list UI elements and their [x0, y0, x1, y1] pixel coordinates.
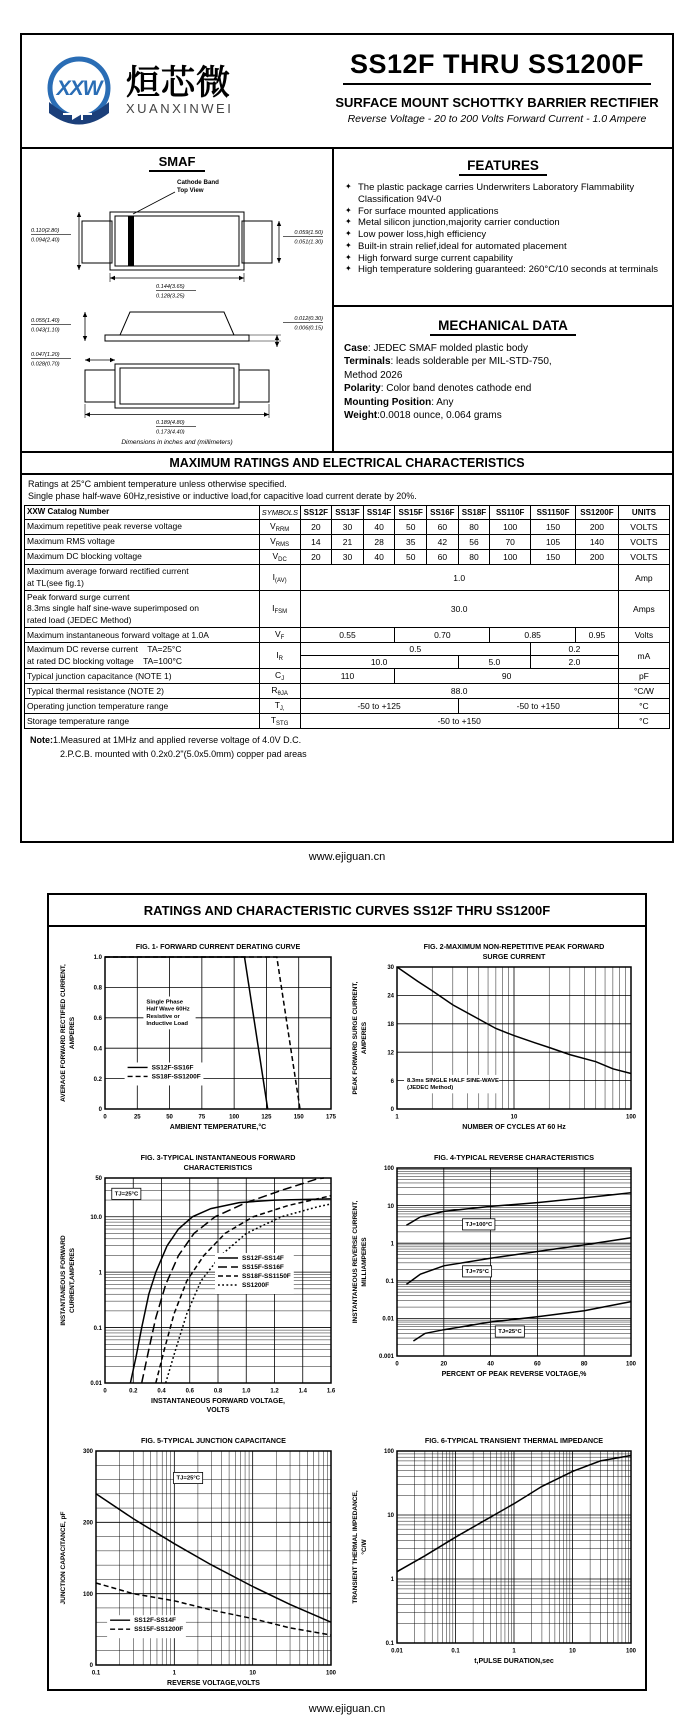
middle-section	[22, 149, 672, 451]
ratings-section-title: MAXIMUM RATINGS AND ELECTRICAL CHARACTERISTICS	[22, 451, 672, 475]
fig1-derating-curve-chart	[55, 937, 343, 1138]
table-cell: $T_{J,}$	[259, 699, 300, 714]
svg-text:0.6: 0.6	[185, 1388, 194, 1395]
svg-text:0.055(1.40): 0.055(1.40)	[31, 318, 60, 324]
table-cell: 105	[531, 535, 576, 550]
svg-text:10: 10	[387, 1203, 394, 1210]
table-cell: Maximum RMS voltage	[25, 535, 260, 550]
fig5-junction-capacitance-chart	[55, 1431, 343, 1694]
svg-text:0.043(1.10): 0.043(1.10)	[31, 327, 60, 334]
website-link[interactable]: www.ejiguan.cn	[308, 1703, 386, 1715]
website-link[interactable]: www.ejiguan.cn	[308, 851, 386, 863]
svg-text:1.0: 1.0	[242, 1388, 251, 1395]
svg-text:0.189(4.80): 0.189(4.80)	[156, 420, 185, 426]
svg-text:1: 1	[512, 1648, 516, 1655]
svg-text:8.3ms SINGLE HALF SINE-WAVE: 8.3ms SINGLE HALF SINE-WAVE	[407, 1077, 499, 1084]
table-cell: Maximum DC blocking voltage	[25, 550, 260, 565]
svg-text:SS12F-SS14F: SS12F-SS14F	[242, 1255, 284, 1262]
table-cell: 30	[332, 550, 364, 565]
features-list	[344, 182, 662, 276]
ratings-conditions	[22, 475, 672, 505]
svg-text:100: 100	[383, 1166, 394, 1173]
svg-text:PERCENT OF PEAK REVERSE VOLTAG: PERCENT OF PEAK REVERSE VOLTAGE,%	[441, 1371, 587, 1378]
table-cell: SS1200F	[575, 506, 618, 520]
table-cell: Typical thermal resistance (NOTE 2)	[25, 684, 260, 699]
svg-text:0.01: 0.01	[391, 1648, 403, 1655]
table-cell: SS18F	[458, 506, 490, 520]
svg-text:PEAK FORWARD SURGE CURRENT,: PEAK FORWARD SURGE CURRENT,	[352, 981, 359, 1095]
table-cell: 50	[395, 550, 427, 565]
svg-text:0.047(1.20): 0.047(1.20)	[31, 352, 60, 358]
svg-text:10: 10	[569, 1648, 576, 1655]
svg-text:100: 100	[82, 1591, 93, 1598]
svg-text:150: 150	[293, 1114, 304, 1121]
page2-frame	[47, 893, 647, 1691]
svg-text:SS15F-SS1200F: SS15F-SS1200F	[134, 1626, 184, 1634]
table-cell: UNITS	[618, 506, 669, 520]
table-cell: Amps	[618, 591, 669, 628]
svg-text:30: 30	[387, 965, 394, 972]
table-cell: 35	[395, 535, 427, 550]
svg-text:Cathode Band: Cathode Band	[177, 179, 219, 186]
svg-text:100: 100	[625, 1114, 637, 1121]
brand-name-en: XUANXINWEI	[126, 101, 234, 117]
svg-text:0.8: 0.8	[93, 985, 102, 992]
svg-text:0.6: 0.6	[93, 1016, 102, 1022]
table-cell: 0.2	[531, 643, 619, 656]
svg-text:0.1: 0.1	[93, 1325, 102, 1332]
table-cell: 80	[458, 520, 490, 535]
right-panel	[334, 149, 672, 451]
mechanical-data-line: Weight:0.0018 ounce, 0.064 grams	[344, 409, 502, 421]
table-cell: VOLTS	[618, 550, 669, 565]
svg-text:0.01: 0.01	[90, 1381, 102, 1388]
svg-text:VOLTS: VOLTS	[206, 1407, 230, 1414]
svg-text:0.1: 0.1	[451, 1648, 460, 1655]
table-cell: SS16F	[427, 506, 459, 520]
svg-text:FIG. 2-MAXIMUM NON-REPETITIVE: FIG. 2-MAXIMUM NON-REPETITIVE PEAK FORWARD	[423, 942, 605, 951]
table-cell: 40	[363, 550, 395, 565]
table-cell: 2.0	[531, 656, 619, 669]
table-cell: 60	[427, 520, 459, 535]
svg-text:0: 0	[395, 1361, 399, 1368]
svg-text:SS18F-SS1200F: SS18F-SS1200F	[151, 1073, 201, 1081]
svg-text:0.1: 0.1	[91, 1670, 101, 1677]
table-cell: -50 to +150	[300, 714, 618, 729]
svg-text:0.1: 0.1	[385, 1641, 394, 1648]
svg-text:XXW: XXW	[56, 77, 102, 100]
table-cell: pF	[618, 669, 669, 684]
svg-text:80: 80	[580, 1361, 588, 1368]
svg-text:1.0: 1.0	[93, 955, 102, 962]
package-outline-drawing	[27, 172, 327, 434]
svg-text:0.173(4.40): 0.173(4.40)	[156, 429, 185, 434]
svg-text:FIG. 3-TYPICAL INSTANTANEOUS F: FIG. 3-TYPICAL INSTANTANEOUS FORWARD	[140, 1153, 296, 1162]
svg-text:100: 100	[325, 1670, 337, 1677]
table-cell: $V_{RRM}$	[259, 520, 300, 535]
svg-text:FIG. 1- FORWARD CURRENT DERATI: FIG. 1- FORWARD CURRENT DERATING CURVE	[135, 942, 301, 951]
table-cell: 30	[332, 520, 364, 535]
feature-item: ✦ The plastic package carries Underwriters Laboratory Flammability Classification 94V-0	[345, 182, 635, 205]
table-cell: 60	[427, 550, 459, 565]
svg-text:1.4: 1.4	[298, 1388, 307, 1395]
feature-item: ✦ Low power loss,high efficiency	[345, 229, 487, 241]
mechanical-data-lines	[344, 342, 662, 422]
table-cell: 200	[575, 550, 618, 565]
fig6-transient-thermal-impedance-chart	[347, 1431, 643, 1672]
svg-text:24: 24	[387, 993, 394, 1000]
brand-logo	[22, 35, 322, 147]
feature-item: ✦ High temperature soldering guaranteed: 260°C/10 seconds at terminals	[345, 264, 659, 276]
table-cell: 42	[427, 535, 459, 550]
svg-text:CURRENT,AMPERES: CURRENT,AMPERES	[69, 1247, 76, 1314]
svg-text:0.01: 0.01	[382, 1316, 394, 1323]
svg-text:°C/W: °C/W	[361, 1539, 368, 1555]
svg-text:20: 20	[440, 1361, 448, 1368]
svg-text:100: 100	[229, 1114, 240, 1121]
table-cell: Maximum instantaneous forward voltage at 1.0A	[25, 628, 260, 643]
table-cell: 110	[300, 669, 395, 684]
table-cell: 20	[300, 520, 332, 535]
svg-text:Half Wave 60Hz: Half Wave 60Hz	[146, 1006, 190, 1013]
table-cell: SS1150F	[531, 506, 576, 520]
note-line: 2.P.C.B. mounted with 0.2x0.2"(5.0x5.0mm) copper pad areas	[60, 748, 307, 759]
part-number-title: SS12F THRU SS1200F	[349, 49, 645, 79]
svg-text:FIG. 5-TYPICAL JUNCTION CAPACI: FIG. 5-TYPICAL JUNCTION CAPACITANCE	[141, 1436, 286, 1445]
svg-text:REVERSE VOLTAGE,VOLTS: REVERSE VOLTAGE,VOLTS	[167, 1680, 260, 1687]
svg-text:100: 100	[625, 1361, 637, 1368]
svg-text:TJ=25°C: TJ=25°C	[114, 1191, 139, 1198]
svg-text:SS1200F: SS1200F	[242, 1282, 270, 1289]
svg-text:1.2: 1.2	[270, 1388, 279, 1395]
table-cell: 0.5	[300, 643, 531, 656]
table-cell: XXW Catalog Number	[25, 506, 260, 520]
svg-text:100: 100	[625, 1648, 637, 1655]
svg-text:10: 10	[249, 1670, 257, 1677]
doc-tagline: Reverse Voltage - 20 to 200 Volts Forward Current - 1.0 Ampere	[347, 113, 647, 125]
table-cell: Operating junction temperature range	[25, 699, 260, 714]
svg-text:18: 18	[387, 1022, 394, 1028]
mechanical-data-section	[334, 307, 672, 451]
svg-text:1: 1	[390, 1241, 394, 1248]
svg-text:Resistive or: Resistive or	[146, 1013, 180, 1020]
package-outline-panel	[22, 149, 334, 451]
bullet-icon: ✦	[345, 229, 352, 239]
svg-text:10.0: 10.0	[90, 1214, 102, 1221]
package-name: SMAF	[149, 154, 206, 172]
table-cell: Peak forward surge current 8.3ms single half sine-wave superimposed on rated load (JEDEC Method)	[25, 591, 260, 628]
mechanical-data-title: MECHANICAL DATA	[344, 317, 662, 335]
table-cell: 5.0	[458, 656, 530, 669]
header-title-block	[322, 35, 672, 147]
svg-text:0: 0	[89, 1663, 93, 1670]
svg-text:50: 50	[166, 1114, 173, 1121]
svg-text:0.110(2.80): 0.110(2.80)	[31, 228, 60, 234]
title-rule	[343, 83, 651, 85]
table-cell: Maximum repetitive peak reverse voltage	[25, 520, 260, 535]
table-cell: SS110F	[490, 506, 531, 520]
svg-text:0.094(2.40): 0.094(2.40)	[31, 237, 60, 244]
table-cell: 0.55	[300, 628, 395, 643]
table-cell: $V_F$	[259, 628, 300, 643]
fig2-surge-current-chart	[347, 937, 643, 1138]
svg-text:300: 300	[82, 1449, 93, 1456]
table-cell: $T_{STG}$	[259, 714, 300, 729]
table-cell: 90	[395, 669, 618, 684]
svg-text:FIG. 4-TYPICAL REVERSE CHARACT: FIG. 4-TYPICAL REVERSE CHARACTERISTICS	[433, 1153, 595, 1162]
svg-text:60: 60	[534, 1361, 541, 1368]
svg-text:AMPERES: AMPERES	[361, 1021, 368, 1055]
condition-line: Ratings at 25°C ambient temperature unless otherwise specified.	[28, 479, 287, 489]
table-cell: °C	[618, 699, 669, 714]
svg-text:0.1: 0.1	[385, 1279, 394, 1285]
table-cell: -50 to +150	[458, 699, 618, 714]
svg-text:0.028(0.70): 0.028(0.70)	[31, 361, 60, 368]
svg-text:40: 40	[487, 1361, 494, 1368]
features-section	[334, 149, 672, 307]
table-cell: $C_J$	[259, 669, 300, 684]
svg-text:0.012(0.30): 0.012(0.30)	[294, 316, 323, 322]
table-cell: 100	[490, 550, 531, 565]
condition-line: Single phase half-wave 60Hz,resistive or inductive load,for capacitive load current derate by 20%.	[28, 491, 417, 502]
svg-text:TJ=75°C: TJ=75°C	[465, 1268, 490, 1275]
svg-text:0.144(3.65): 0.144(3.65)	[156, 284, 185, 290]
svg-text:0.4: 0.4	[157, 1388, 166, 1395]
svg-text:0.051(1.30): 0.051(1.30)	[294, 239, 323, 246]
svg-text:12: 12	[387, 1050, 394, 1057]
table-cell: VOLTS	[618, 535, 669, 550]
table-cell: -50 to +125	[300, 699, 458, 714]
bullet-icon: ✦	[345, 182, 352, 191]
table-cell: 0.70	[395, 628, 490, 643]
svg-text:175: 175	[325, 1114, 337, 1121]
svg-text:(JEDEC Method): (JEDEC Method)	[407, 1085, 454, 1092]
table-cell: 40	[363, 520, 395, 535]
mechanical-data-line: Case: JEDEC SMAF molded plastic body	[344, 343, 528, 354]
table-cell: Maximum average forward rectified current at TL(see fig.1)	[25, 565, 260, 591]
table-cell: 28	[363, 535, 395, 550]
table-cell: 21	[332, 535, 364, 550]
table-cell: Typical junction capacitance (NOTE 1)	[25, 669, 260, 684]
table-cell: °C	[618, 714, 669, 729]
table-cell: SS15F	[395, 506, 427, 520]
svg-text:125: 125	[261, 1114, 272, 1121]
table-cell: 0.85	[490, 628, 576, 643]
svg-text:0.2: 0.2	[93, 1076, 102, 1083]
svg-text:25: 25	[133, 1114, 141, 1121]
svg-text:0.4: 0.4	[93, 1046, 102, 1053]
bullet-icon: ✦	[345, 205, 352, 215]
svg-text:0.8: 0.8	[213, 1388, 223, 1395]
svg-text:TJ=100°C: TJ=100°C	[465, 1221, 493, 1228]
table-cell: 14	[300, 535, 332, 550]
mechanical-data-line: Mounting Position: Any	[344, 396, 454, 408]
feature-item: ✦ High forward surge current capability	[345, 252, 513, 264]
note-line: Note:1.Measured at 1MHz and applied reverse voltage of 4.0V D.C.	[30, 735, 302, 746]
svg-text:TJ=25°C: TJ=25°C	[498, 1328, 522, 1335]
table-cell: Amp	[618, 565, 669, 591]
svg-text:0.006(0.15): 0.006(0.15)	[294, 325, 323, 332]
svg-text:SURGE CURRENT: SURGE CURRENT	[482, 952, 546, 961]
table-cell: 150	[531, 550, 576, 565]
table-cell: 80	[458, 550, 490, 565]
svg-text:SS18F-SS1150F: SS18F-SS1150F	[242, 1273, 291, 1280]
table-cell: 10.0	[300, 656, 458, 669]
svg-text:10: 10	[387, 1513, 394, 1520]
header	[22, 35, 672, 149]
svg-text:CHARACTERISTICS: CHARACTERISTICS	[183, 1163, 253, 1172]
svg-text:MILLIAMPERES: MILLIAMPERES	[361, 1237, 368, 1287]
svg-text:1: 1	[395, 1114, 399, 1121]
svg-text:TJ=25°C: TJ=25°C	[176, 1475, 201, 1482]
table-cell: $R_{\theta JA}$	[259, 684, 300, 699]
svg-text:INSTANTANEOUS FORWARD VOLTAGE,: INSTANTANEOUS FORWARD VOLTAGE,	[151, 1398, 285, 1405]
curves-page-title: RATINGS AND CHARACTERISTIC CURVES SS12F THRU SS1200F	[49, 895, 645, 927]
svg-text:1: 1	[390, 1577, 394, 1584]
bullet-icon: ✦	[345, 217, 352, 227]
svg-text:SS12F-SS14F: SS12F-SS14F	[134, 1617, 177, 1625]
svg-text:0: 0	[103, 1388, 107, 1395]
svg-text:1: 1	[172, 1670, 177, 1677]
svg-text:AVERAGE FORWARD RECTIFIED CURR: AVERAGE FORWARD RECTIFIED CURRENT,	[60, 964, 67, 1102]
feature-item: ✦ For surface mounted applications	[345, 205, 499, 217]
table-cell: $V_{DC}$	[259, 550, 300, 565]
table-cell: 100	[490, 520, 531, 535]
ratings-table	[24, 505, 670, 729]
table-cell: 1.0	[300, 565, 618, 591]
fig3-forward-characteristics-chart	[55, 1148, 343, 1421]
svg-text:t,PULSE DURATION,sec: t,PULSE DURATION,sec	[474, 1658, 554, 1665]
svg-text:1.6: 1.6	[326, 1388, 336, 1395]
table-notes	[22, 729, 672, 841]
fig4-reverse-characteristics-chart	[347, 1148, 643, 1385]
svg-text:Inductive Load: Inductive Load	[146, 1021, 188, 1028]
brand-name-cn: 烜芯微	[126, 63, 231, 102]
svg-text:75: 75	[198, 1114, 206, 1121]
table-cell: 150	[531, 520, 576, 535]
table-cell: 56	[458, 535, 490, 550]
svg-text:SS15F-SS16F: SS15F-SS16F	[242, 1264, 284, 1271]
table-cell: 200	[575, 520, 618, 535]
table-cell: $I_R$	[259, 643, 300, 669]
svg-text:Top View: Top View	[177, 187, 204, 194]
mechanical-data-line: Polarity: Color band denotes cathode end	[344, 383, 532, 395]
table-cell: 88.0	[300, 684, 618, 699]
svg-text:10: 10	[510, 1114, 518, 1121]
svg-text:SS12F-SS16F: SS12F-SS16F	[151, 1064, 194, 1072]
svg-text:AMBIENT TEMPERATURE,°C: AMBIENT TEMPERATURE,°C	[169, 1124, 267, 1131]
features-title: FEATURES	[344, 157, 662, 175]
table-cell: Maximum DC reverse current TA=25°C at rated DC blocking voltage TA=100°C	[25, 643, 260, 669]
mechanical-data-line: Terminals: leads solderable per MIL-STD-750,	[344, 356, 552, 368]
svg-text:0.128(3.25): 0.128(3.25)	[156, 293, 185, 300]
table-cell: 30.0	[300, 591, 618, 628]
table-cell: SS13F	[332, 506, 364, 520]
bullet-icon: ✦	[345, 240, 352, 250]
svg-text:INSTANTANEOUS REVERSE CURRENT,: INSTANTANEOUS REVERSE CURRENT,	[352, 1200, 359, 1324]
svg-text:FIG. 6-TYPICAL TRANSIENT THERM: FIG. 6-TYPICAL TRANSIENT THERMAL IMPEDANCE	[424, 1436, 604, 1445]
table-cell: $V_{RMS}$	[259, 535, 300, 550]
brand-text	[126, 63, 234, 117]
package-dimension-note: Dimensions in inches and (millimeters)	[121, 439, 233, 446]
svg-text:0.001: 0.001	[378, 1354, 394, 1361]
bullet-icon: ✦	[345, 252, 352, 262]
table-cell: 70	[490, 535, 531, 550]
charts-grid	[49, 927, 645, 1694]
svg-text:0.2: 0.2	[129, 1388, 138, 1395]
svg-text:0: 0	[98, 1107, 102, 1114]
table-cell: $I_{(AV)}$	[259, 565, 300, 591]
svg-text:100: 100	[383, 1449, 394, 1456]
table-cell: Storage temperature range	[25, 714, 260, 729]
feature-item: ✦ Metal silicon junction,majority carrier conduction	[345, 217, 560, 229]
table-cell: 50	[395, 520, 427, 535]
svg-text:50: 50	[95, 1176, 102, 1183]
svg-text:INSTANTANEOUS FORWARD: INSTANTANEOUS FORWARD	[60, 1235, 67, 1326]
svg-text:NUMBER OF CYCLES AT 60 Hz: NUMBER OF CYCLES AT 60 Hz	[462, 1124, 566, 1131]
table-cell: SS14F	[363, 506, 395, 520]
bullet-icon: ✦	[345, 264, 352, 274]
page1-frame	[20, 33, 674, 843]
svg-text:200: 200	[82, 1520, 93, 1527]
table-cell: 20	[300, 550, 332, 565]
feature-item: ✦ Built-in strain relief,ideal for automated placement	[345, 240, 567, 252]
mechanical-data-line: Method 2026	[344, 369, 403, 381]
table-cell: 140	[575, 535, 618, 550]
brand-logo-icon	[36, 48, 122, 134]
svg-text:0: 0	[390, 1107, 394, 1114]
svg-text:1: 1	[98, 1270, 102, 1277]
doc-subtitle: SURFACE MOUNT SCHOTTKY BARRIER RECTIFIER	[335, 95, 659, 110]
table-cell: VOLTS	[618, 520, 669, 535]
table-cell: 0.95	[575, 628, 618, 643]
svg-text:AMPERES: AMPERES	[69, 1016, 76, 1050]
svg-text:Single Phase: Single Phase	[146, 999, 184, 1006]
table-cell: SYMBOLS	[259, 506, 300, 520]
table-cell: °C/W	[618, 684, 669, 699]
svg-text:JUNCTION CAPACITANCE, pF: JUNCTION CAPACITANCE, pF	[60, 1511, 67, 1605]
svg-text:6: 6	[390, 1078, 394, 1085]
svg-text:0.059(1.50): 0.059(1.50)	[294, 230, 323, 236]
svg-text:0: 0	[103, 1114, 107, 1121]
table-cell: mA	[618, 643, 669, 669]
table-cell: $I_{FSM}$	[259, 591, 300, 628]
table-cell: SS12F	[300, 506, 332, 520]
table-cell: Volts	[618, 628, 669, 643]
svg-text:TRANSIENT THERMAL IMPEDANCE,: TRANSIENT THERMAL IMPEDANCE,	[352, 1490, 359, 1604]
